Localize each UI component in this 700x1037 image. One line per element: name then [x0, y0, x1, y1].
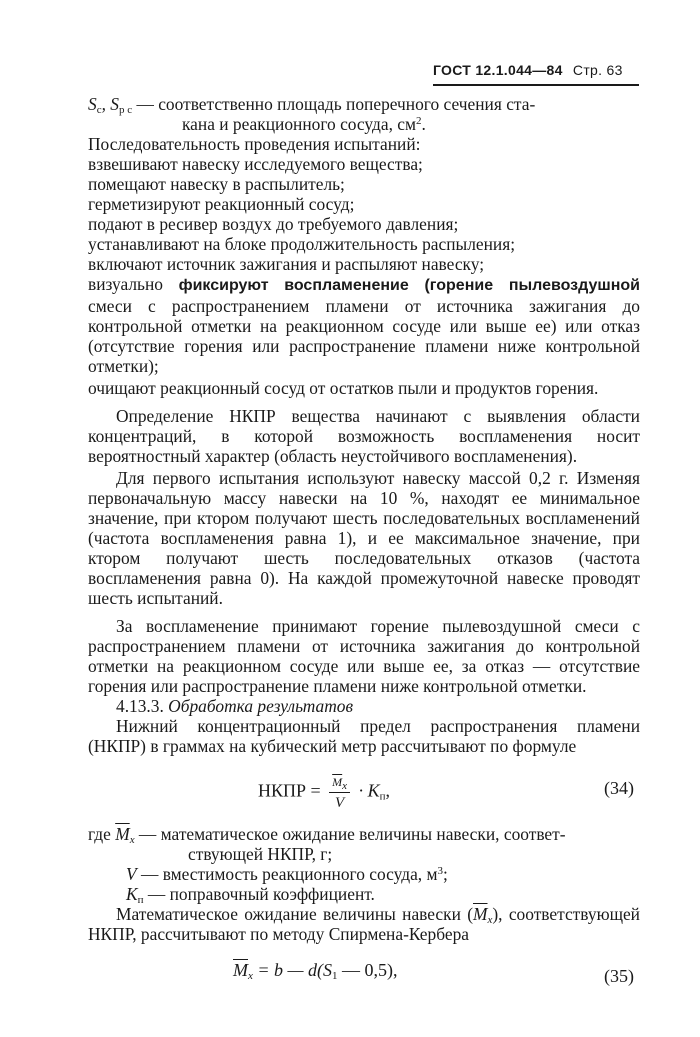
formula-34-k-sub: п: [379, 790, 386, 803]
step-7-a: визуально: [88, 274, 179, 294]
legend-end: .: [421, 114, 426, 134]
def-mx-sub: x: [129, 834, 135, 846]
section-heading: [88, 696, 640, 716]
step-6: включают источник зажигания и распыляют навеску;: [88, 254, 485, 274]
step-4: подают в ресивер воздух до требуемого давления;: [88, 214, 459, 234]
formula-35-m-sub: x: [248, 970, 253, 982]
def-k-text: — поправочный коэффициент.: [143, 884, 375, 904]
formula-34-k: · K: [354, 780, 380, 801]
def-where: где: [88, 824, 116, 844]
standard-number: ГОСТ 12.1.044—84: [433, 62, 563, 78]
step-8: очищают реакционный сосуд от остатков пыли и продуктов горения.: [88, 378, 599, 398]
def-mx-text: — математическое ожидание величины навески, соответ-: [134, 824, 566, 844]
formula-34-lhs: НКПР =: [258, 780, 326, 801]
formula-34: [88, 766, 640, 814]
numerator-symbol: $\overline{M}$: [332, 775, 343, 789]
symbol-s2: , S: [101, 94, 119, 114]
def-v-text: — вместимость реакционного сосуда, м: [136, 864, 438, 884]
paragraph-expectation: [88, 904, 640, 944]
legend-sc-cont: [88, 114, 640, 134]
step-1: взвешивают навеску исследуемого вещества;: [88, 154, 423, 174]
step-2: помещают навеску в распылитель;: [88, 174, 345, 194]
steps-intro: Последовательность проведения испытаний:: [88, 134, 421, 154]
def-mx-symbol: $\overline{M}$: [115, 824, 130, 844]
sup-2: 2: [416, 115, 422, 127]
expectation-sub: x: [487, 914, 493, 926]
header-rule: [433, 84, 639, 86]
definition-k: [88, 884, 640, 904]
formula-35-body: = b — d(S: [252, 960, 333, 980]
page-number: Стр. 63: [572, 62, 623, 78]
definition-v: [88, 864, 640, 884]
definition-mx: [88, 824, 640, 844]
expectation-a: Математическое ожидание величины навески (: [116, 904, 473, 924]
symbol-s: S: [88, 94, 97, 114]
def-v-end: ;: [443, 864, 448, 884]
legend-text: — соответственно площадь поперечного сечения ста-: [132, 94, 536, 114]
page-body: [88, 94, 640, 1012]
formula-35-end: — 0,5),: [337, 960, 398, 980]
step-3: герметизируют реакционный сосуд;: [88, 194, 355, 214]
step-5: устанавливают на блоке продолжительность распыления;: [88, 234, 516, 254]
legend-cont-text: кана и реакционного сосуда, см: [182, 114, 417, 134]
def-k-sub: п: [137, 894, 144, 906]
fraction-denominator: V: [335, 795, 345, 811]
section-number: 4.13.3.: [116, 696, 169, 716]
step-7-bold: фиксируют воспламенение (горение пылевоздушной: [178, 277, 640, 294]
sub-c: c: [96, 104, 102, 116]
formula-34-fraction: [329, 772, 350, 813]
section-title: Обработка результатов: [168, 696, 354, 716]
step-7: [88, 274, 640, 376]
formula-35-s-sub: 1: [332, 970, 338, 982]
expectation-symbol: $\overline{M}$: [473, 904, 488, 924]
formula-34-number: (34): [604, 778, 634, 798]
formula-34-comma: ,: [385, 780, 390, 801]
def-v-sup: 3: [437, 865, 443, 877]
formula-34-expression: [258, 772, 390, 813]
legend-sc: [88, 94, 640, 114]
paragraph-nkpr: Нижний концентрационный предел распространения пламени (НКПР) в граммах на кубический метр рассчитывают по формуле: [88, 716, 640, 756]
page-header: [433, 62, 639, 78]
step-7-c: смеси с распространением пламени от источника зажигания до контрольной отметки на реакционном сосуде или выше ее) или отказ (отсутствие горения или распространение пламени ниже контрольной отметки);: [88, 296, 640, 376]
formula-35-m: $\overline{M}$: [233, 960, 248, 980]
definition-mx-cont: ствующей НКПР, г;: [188, 844, 333, 864]
paragraph-determination: Определение НКПР вещества начинают с выявления области концентраций, в которой возможность воспламенения носит вероятностный характер (область неустойчивого воспламенения).: [88, 406, 640, 466]
def-v-symbol: V: [126, 864, 137, 884]
formula-35-expression: [233, 960, 398, 980]
fraction-numerator: [329, 772, 350, 793]
paragraph-ignition: За воспламенение принимают горение пылевоздушной смеси с распространением пламени от источника зажигания до контрольной отметки на реакционном сосуде или выше ее, за отказ — отсутствие горения или распространение пламени ниже контрольной отметки.: [88, 616, 640, 696]
formula-35: [88, 954, 640, 1002]
paragraph-first-test: Для первого испытания используют навеску массой 0,2 г. Изменяя первоначальную массу навески на 10 %, находят ее минимальное значение, при ктором получают шесть последовательных воспламенений (частота воспламенения равна 1), и ее максимальное значение, при ктором получают шесть последовательных отказов (частота воспламенения равна 0). На каждой промежуточной навеске проводят шесть испытаний.: [88, 468, 640, 608]
def-k-symbol: K: [126, 884, 138, 904]
numerator-sub: x: [342, 780, 348, 792]
formula-35-number: (35): [604, 966, 634, 986]
sub-pc: p c: [118, 104, 133, 116]
expectation-b: ), соответствующей НКПР, рассчитывают по методу Спирмена-Кербера: [88, 904, 640, 944]
